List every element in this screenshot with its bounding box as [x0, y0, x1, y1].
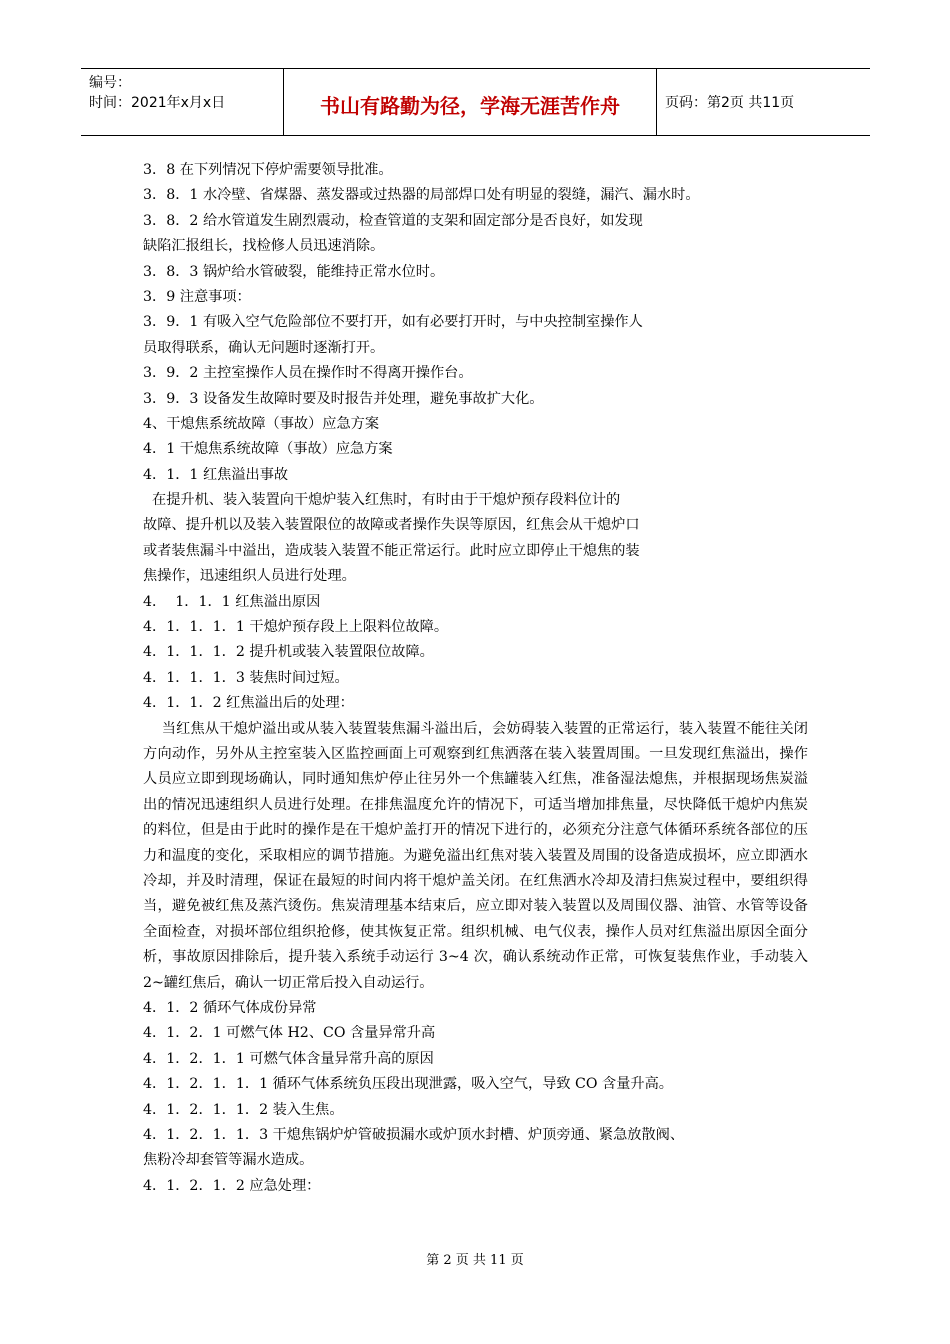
- text-line: 3．8．3 锅炉给水管破裂，能维持正常水位时。: [143, 263, 445, 280]
- text-line: 3．9 注意事项：: [143, 288, 251, 305]
- text-line: 4．1．2．1．1．1 循环气体系统负压段出现泄露，吸入空气，导致 CO 含量升高。: [143, 1076, 673, 1093]
- page-footer: 第 2 页 共 11 页: [426, 1253, 524, 1268]
- page-header: [81, 68, 870, 136]
- text-line: 4．1．2．1．1．3 干熄焦锅炉炉管破损漏水或炉顶水封槽、炉顶旁通、紧急放散阀、: [143, 1127, 685, 1144]
- text-line: 3．9．3 设备发生故障时要及时报告并处理，避免事故扩大化。: [143, 390, 544, 407]
- text-line: 3．8．2 给水管道发生剧烈震动，检查管道的支架和固定部分是否良好，如发现: [143, 212, 643, 229]
- text-line: 4．1．1．1．3 装焦时间过短。: [143, 669, 349, 686]
- text-line: 3．8 在下列情况下停炉需要领导批准。: [143, 162, 393, 178]
- text-line: 4．1．2 循环气体成份异常: [143, 1000, 317, 1017]
- text-line: 故障、提升机以及装入装置限位的故障或者操作失误等原因，红焦会从干熄炉口: [143, 517, 640, 534]
- text-line: 员取得联系，确认无问题时逐渐打开。: [143, 339, 385, 356]
- text-line: 4． 1．1．1 红焦溢出原因: [143, 593, 321, 610]
- header-meta: [81, 69, 284, 135]
- text-line: 缺陷汇报组长，找检修人员迅速消除。: [143, 238, 385, 255]
- document-body: [143, 158, 813, 1199]
- header-motto: 书山有路勤为径，学海无涯苦作舟: [284, 69, 657, 135]
- body-paragraph: 当红焦从干熄炉溢出或从装入装置装焦漏斗溢出后，会妨碍装入装置的正常运行，装入装置不能往关闭方向动作，另外从主控室装入区监控画面上可观察到红焦洒落在装入装置周围。一旦发现红焦溢出，操作人员应立即到现场确认，同时通知焦炉停止往另外一个焦罐装入红焦，准备湿法熄焦，并根据现场焦炭溢出的情况迅速组织人员进行处理。在排焦温度允许的情况下，可适当增加排焦量，尽快降低干熄炉内焦炭的料位，但是由于此时的操作是在干熄炉盖打开的情况下进行的，必须充分注意气体循环系统各部位的压力和温度的变化，采取相应的调节措施。为避免溢出红焦对装入装置及周围的设备造成损坏，应立即洒水冷却，并及时清理，保证在最短的时间内将干熄炉盖关闭。在红焦洒水冷却及清扫焦炭过程中，要组织得当，避免被红焦及蒸汽烫伤。焦炭清理基本结束后，应立即对装入装置以及周围仪器、油管、水管等设备全面检查，对损坏部位组织抢修，使其恢复正常。组织机械、电气仪表，操作人员对红焦溢出原因全面分析，事故原因排除后，提升装入系统手动运行 3~4 次，确认系统动作正常，可恢复装焦作业，手动装入 2~罐红焦后，确认一切正常后投入自动运行。: [143, 720, 813, 991]
- text-line: 4．1．1 红焦溢出事故: [143, 466, 289, 483]
- text-line: 焦粉冷却套管等漏水造成。: [143, 1152, 314, 1169]
- number-label: 编号：: [89, 75, 131, 91]
- text-line: 4．1．1．1．1 干熄炉预存段上上限料位故障。: [143, 619, 449, 636]
- text-line: 4．1．1．1．2 提升机或装入装置限位故障。: [143, 644, 434, 661]
- header-page-info: 页码：第2页 共11页: [665, 95, 795, 111]
- text-line: 4．1．2．1．1．2 装入生焦。: [143, 1101, 344, 1118]
- text-line: 或者装焦漏斗中溢出，造成装入装置不能正常运行。此时应立即停止干熄焦的装: [143, 542, 640, 559]
- text-line: 4．1．2．1．2 应急处理：: [143, 1177, 321, 1194]
- text-line: 4．1．1．2 红焦溢出后的处理：: [143, 695, 354, 712]
- text-line: 3．8．1 水冷壁、省煤器、蒸发器或过热器的局部焊口处有明显的裂缝，漏汽、漏水时。: [143, 187, 700, 204]
- text-line: 4．1．2．1 可燃气体 H2、CO 含量异常升高: [143, 1025, 436, 1042]
- text-line: 3．9．1 有吸入空气危险部位不要打开，如有必要打开时，与中央控制室操作人: [143, 314, 643, 331]
- text-line: 3．9．2 主控室操作人员在操作时不得离开操作台。: [143, 365, 473, 382]
- text-line: 4．1 干熄焦系统故障（事故）应急方案: [143, 441, 393, 458]
- text-line: 焦操作，迅速组织人员进行处理。: [143, 568, 356, 585]
- time-label: 时间：2021年x月x日: [89, 95, 226, 111]
- section-heading: 4、干熄焦系统故障（事故）应急方案: [143, 415, 380, 432]
- text-line: 在提升机、装入装置向干熄炉装入红焦时，有时由于干熄炉预存段料位计的: [143, 492, 621, 509]
- text-line: 4．1．2．1．1 可燃气体含量异常升高的原因: [143, 1050, 434, 1067]
